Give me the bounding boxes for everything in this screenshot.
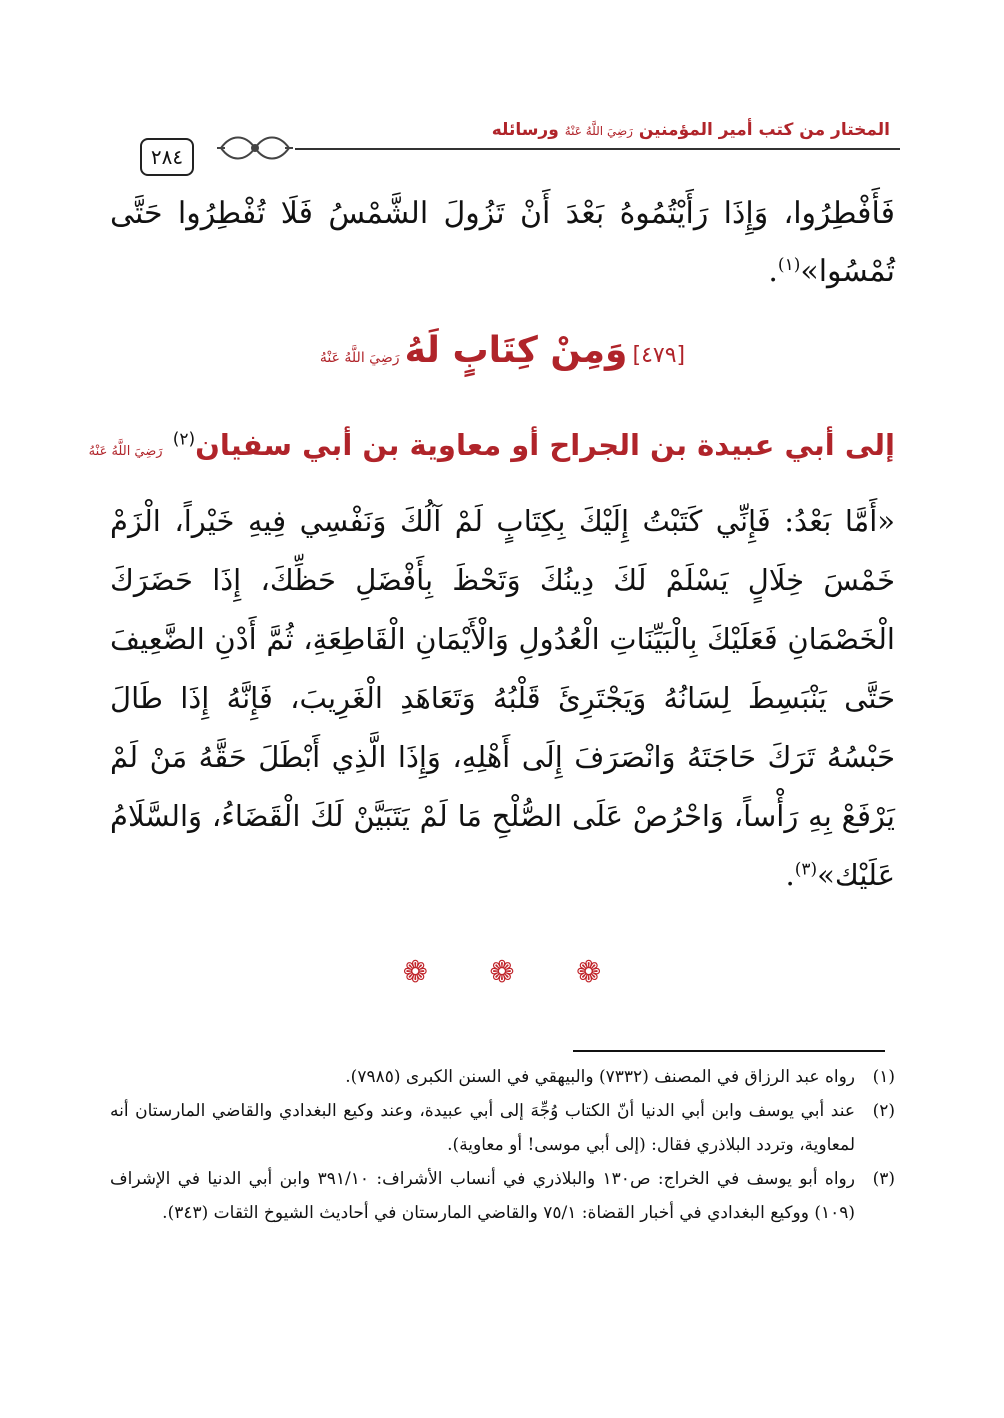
letter-end: . bbox=[785, 858, 795, 892]
recipient-honorific: رَضِيَ اللَّهُ عَنْهُ bbox=[88, 444, 163, 459]
footnote-rule bbox=[573, 1050, 885, 1052]
footnote bbox=[110, 1060, 895, 1094]
ornament-icon bbox=[215, 130, 295, 166]
header-title-text: المختار من كتب أمير المؤمنين bbox=[638, 120, 890, 140]
letter-paragraph bbox=[110, 492, 895, 905]
footnote-number: (١) bbox=[872, 1067, 895, 1087]
letter-recipient bbox=[88, 428, 895, 462]
star-icon: ❁ bbox=[576, 955, 602, 990]
section-heading bbox=[110, 330, 895, 371]
section-number: [٤٧٩] bbox=[632, 343, 686, 368]
footnote-ref-3: (٣) bbox=[794, 859, 818, 880]
footnote-text: رواه أبو يوسف في الخراج: ص١٣٠ والبلاذري في أنساب الأشراف: ٣٩١/١٠ وابن أبي الدنيا في الإشراف (١٠٩) ووكيع البغدادي في أخبار القضاة: ٧٥/١ والقاضي المارستان في أحاديث الشيوخ الثقات (٣٤٣). bbox=[110, 1169, 855, 1223]
footnote-ref-1: (١) bbox=[777, 255, 801, 275]
star-icon: ❁ bbox=[489, 955, 515, 990]
header-title bbox=[492, 120, 890, 140]
section-title: وَمِنْ كِتَابٍ لَهُ bbox=[404, 330, 628, 371]
footnote-ref-2: (٢) bbox=[172, 429, 196, 450]
footnotes bbox=[110, 1060, 895, 1230]
footnote bbox=[110, 1162, 895, 1230]
star-icon: ❁ bbox=[402, 955, 428, 990]
letter-text: «أَمَّا بَعْدُ: فَإِنِّي كَتَبْتُ إِلَيْكَ بِكِتَابٍ لَمْ آلُكَ وَنَفْسِي فِيهِ خَيْراً، الْزَمْ خَمْسَ خِلَالٍ يَسْلَمْ لَكَ دِينُكَ وَتَحْظَ بِأَفْضَلِ حَظِّكَ، إِذَا حَضَرَكَ الْخَصْمَانِ فَعَلَيْكَ بِالْبَيِّنَاتِ الْعُدُولِ وَالْأَيْمَانِ الْقَاطِعَةِ، ثُمَّ أَدْنِ الضَّعِيفَ حَتَّى يَنْبَسِطَ لِسَانُهُ وَيَجْتَرِئَ قَلْبُهُ وَتَعَاهَدِ الْغَرِيبَ، فَإِنَّهُ إِذَا طَالَ حَبْسُهُ تَرَكَ حَاجَتَهُ وَانْصَرَفَ إِلَى أَهْلِهِ، وَإِذَا الَّذِي أَبْطَلَ حَقَّهُ مَنْ لَمْ يَرْفَعْ بِهِ رَأْساً، وَاحْرُصْ عَلَى الصُّلْحِ مَا لَمْ يَتَبَيَّنْ لَكَ الْقَضَاءُ، وَالسَّلَامُ عَلَيْك» bbox=[110, 504, 895, 892]
footnote bbox=[110, 1094, 895, 1162]
header-title-tail: ورسائله bbox=[491, 120, 559, 140]
section-honorific: رَضِيَ اللَّهُ عَنْهُ bbox=[319, 350, 400, 366]
footnote-text: عند أبي يوسف وابن أبي الدنيا أنّ الكتاب وُجِّهَ إلى أبي عبيدة، وعند وكيع البغدادي والقاضي المارستان أنه لمعاوية، وتردد البلاذري فقال: (إلى أبي موسى! أو معاوية). bbox=[110, 1101, 855, 1155]
section-separator bbox=[0, 955, 1004, 990]
continuation-end: . bbox=[768, 254, 778, 289]
footnote-number: (٢) bbox=[872, 1101, 895, 1121]
footnote-text: رواه عبد الرزاق في المصنف (٧٣٣٢) والبيهقي في السنن الكبرى (٧٩٨٥). bbox=[345, 1067, 855, 1087]
page-number: ٢٨٤ bbox=[140, 138, 194, 176]
footnote-number: (٣) bbox=[872, 1169, 895, 1189]
page-header bbox=[110, 120, 900, 180]
continuation-paragraph bbox=[110, 185, 895, 301]
continuation-text: فَأَفْطِرُوا، وَإِذَا رَأَيْتُمُوهُ بَعْدَ أَنْ تَزُولَ الشَّمْسُ فَلَا تُفْطِرُوا حَتَّى تُمْسُوا» bbox=[110, 196, 895, 289]
recipient-text: إلى أبي عبيدة بن الجراح أو معاوية بن أبي سفيان bbox=[195, 428, 895, 462]
header-honorific: رَضِيَ اللَّهُ عَنْهُ bbox=[564, 124, 633, 138]
header-rule bbox=[295, 148, 900, 150]
